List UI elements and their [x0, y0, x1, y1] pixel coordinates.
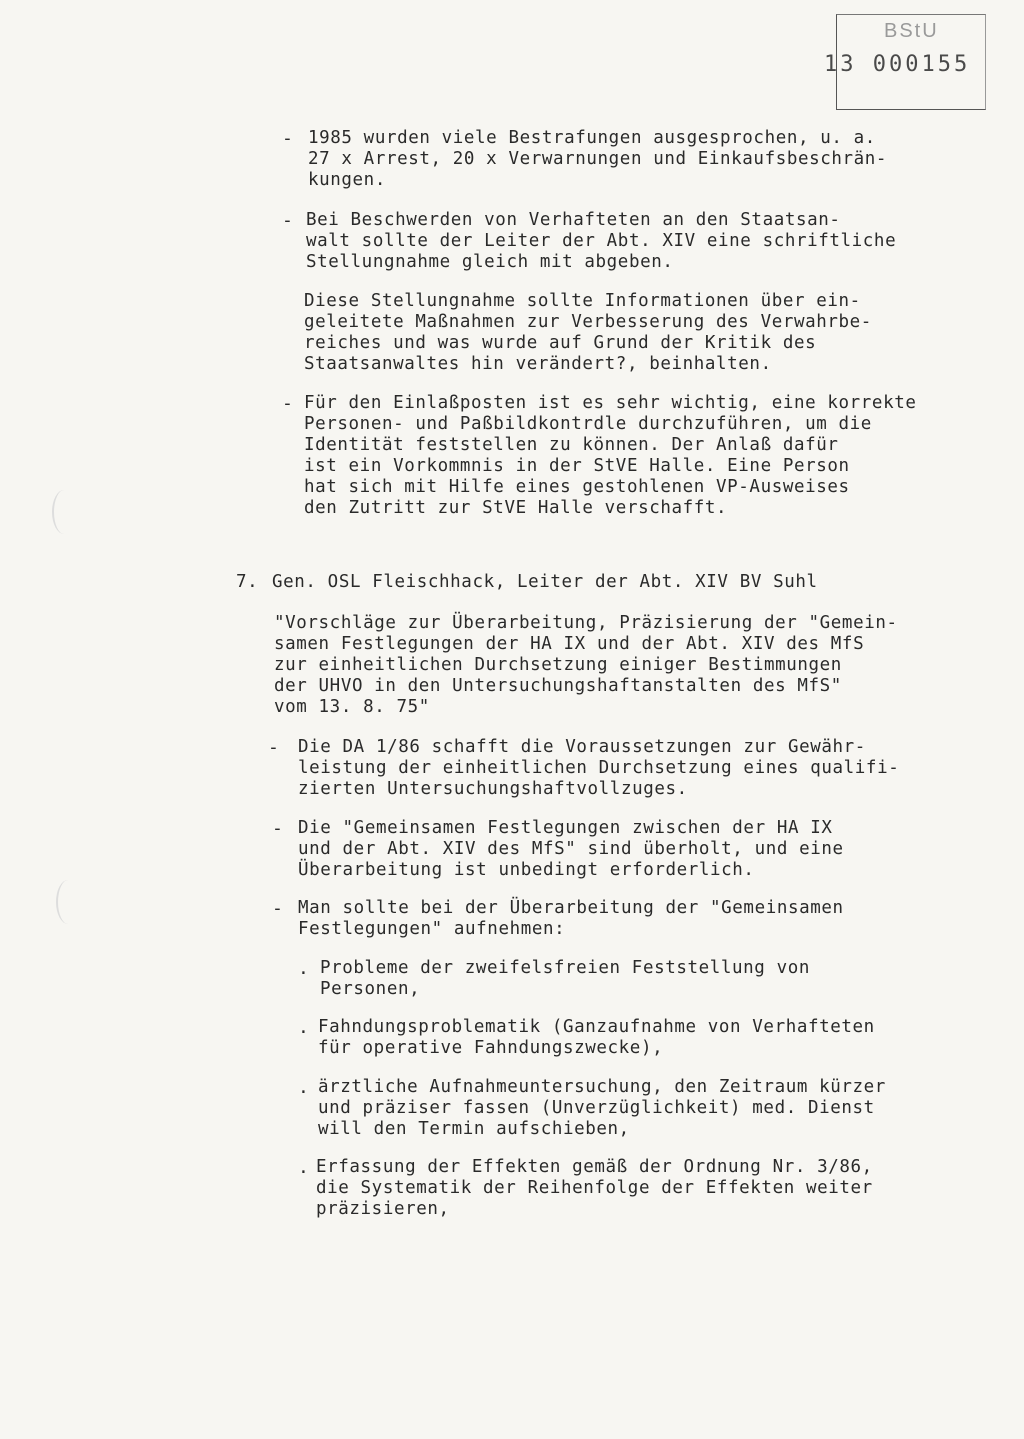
s7-item-2-line-2: und der Abt. XIV des MfS" sind überholt, und eine [298, 839, 844, 859]
subitem-3-line-1: ärztliche Aufnahmeuntersuchung, den Zeitraum kürzer [318, 1077, 886, 1097]
subitem-2-line-2: für operative Fahndungszwecke), [318, 1038, 664, 1058]
section-7-number: 7. [236, 572, 259, 592]
item-3-line-6: den Zutritt zur StVE Halle verschafft. [304, 498, 728, 518]
paragraph-line-3: reiches und was wurde auf Grund der Kritik des [304, 333, 817, 353]
section-7-heading: Gen. OSL Fleischhack, Leiter der Abt. XIV BV Suhl [272, 572, 818, 592]
subitem-4-line-2: die Systematik der Reihenfolge der Effekten weiter [316, 1178, 873, 1198]
item-1-marker: - [282, 128, 293, 149]
subitem-4-line-1: Erfassung der Effekten gemäß der Ordnung Nr. 3/86, [316, 1157, 873, 1177]
paragraph-line-2: geleitete Maßnahmen zur Verbesserung des Verwahrbe- [304, 312, 872, 332]
item-2-line-2: walt sollte der Leiter der Abt. XIV eine schriftliche [306, 231, 897, 251]
subitem-1-line-1: Probleme der zweifelsfreien Feststellung von [320, 958, 810, 978]
item-2-line-1: Bei Beschwerden von Verhafteten an den Staatsan- [306, 210, 841, 230]
item-3-marker: - [282, 393, 293, 414]
punch-hole-mark [56, 880, 80, 924]
s7-item-1-line-3: zierten Untersuchungshaftvollzuges. [298, 779, 688, 799]
paragraph-line-1: Diese Stellungnahme sollte Informationen über ein- [304, 291, 861, 311]
s7-item-1-line-1: Die DA 1/86 schafft die Voraussetzungen zur Gewähr- [298, 737, 866, 757]
subitem-4-marker: . [298, 1157, 309, 1178]
subitem-1-marker: . [298, 958, 309, 979]
paragraph-line-4: Staatsanwaltes hin verändert?, beinhalten. [304, 354, 772, 374]
section-7-quote-line-4: der UHVO in den Untersuchungshaftanstalten des MfS" [274, 676, 842, 696]
s7-item-2-line-1: Die "Gemeinsamen Festlegungen zwischen der HA IX [298, 818, 833, 838]
section-7-quote-line-5: vom 13. 8. 75" [274, 697, 430, 717]
s7-item-2-line-3: Überarbeitung ist unbedingt erforderlich. [298, 860, 755, 880]
item-2-marker: - [282, 210, 293, 231]
item-3-line-5: hat sich mit Hilfe eines gestohlenen VP-Ausweises [304, 477, 850, 497]
stamp-number: 13 000155 [824, 52, 971, 77]
stamp-label: BStU [884, 20, 939, 42]
subitem-3-marker: . [298, 1077, 309, 1098]
s7-item-1-line-2: leistung der einheitlichen Durchsetzung eines qualifi- [298, 758, 900, 778]
item-1-line-2: 27 x Arrest, 20 x Verwarnungen und Einkaufsbeschrän- [308, 149, 888, 169]
subitem-2-line-1: Fahndungsproblematik (Ganzaufnahme von Verhafteten [318, 1017, 875, 1037]
s7-item-1-marker: - [268, 737, 279, 758]
item-1-line-1: 1985 wurden viele Bestrafungen ausgesprochen, u. a. [308, 128, 876, 148]
section-7-quote-line-3: zur einheitlichen Durchsetzung einiger Bestimmungen [274, 655, 842, 675]
punch-hole-mark [52, 490, 76, 534]
subitem-1-line-2: Personen, [320, 979, 421, 999]
item-3-line-1: Für den Einlaßposten ist es sehr wichtig, eine korrekte [304, 393, 917, 413]
subitem-3-line-3: will den Termin aufschieben, [318, 1119, 630, 1139]
subitem-4-line-3: präzisieren, [316, 1199, 450, 1219]
s7-item-3-line-2: Festlegungen" aufnehmen: [298, 919, 566, 939]
subitem-3-line-2: und präziser fassen (Unverzüglichkeit) med. Dienst [318, 1098, 875, 1118]
s7-item-2-marker: - [272, 818, 283, 839]
item-3-line-3: Identität feststellen zu können. Der Anlaß dafür [304, 435, 839, 455]
item-2-line-3: Stellungnahme gleich mit abgeben. [306, 252, 674, 272]
s7-item-3-line-1: Man sollte bei der Überarbeitung der "Gemeinsamen [298, 898, 844, 918]
item-3-line-4: ist ein Vorkommnis in der StVE Halle. Eine Person [304, 456, 850, 476]
section-7-quote-line-1: "Vorschläge zur Überarbeitung, Präzisierung der "Gemein- [274, 613, 898, 633]
item-1-line-3: kungen. [308, 170, 386, 190]
item-3-line-2: Personen- und Paßbildkontrdle durchzuführen, um die [304, 414, 872, 434]
section-7-quote-line-2: samen Festlegungen der HA IX und der Abt. XIV des MfS [274, 634, 865, 654]
s7-item-3-marker: - [272, 898, 283, 919]
subitem-2-marker: . [298, 1017, 309, 1038]
